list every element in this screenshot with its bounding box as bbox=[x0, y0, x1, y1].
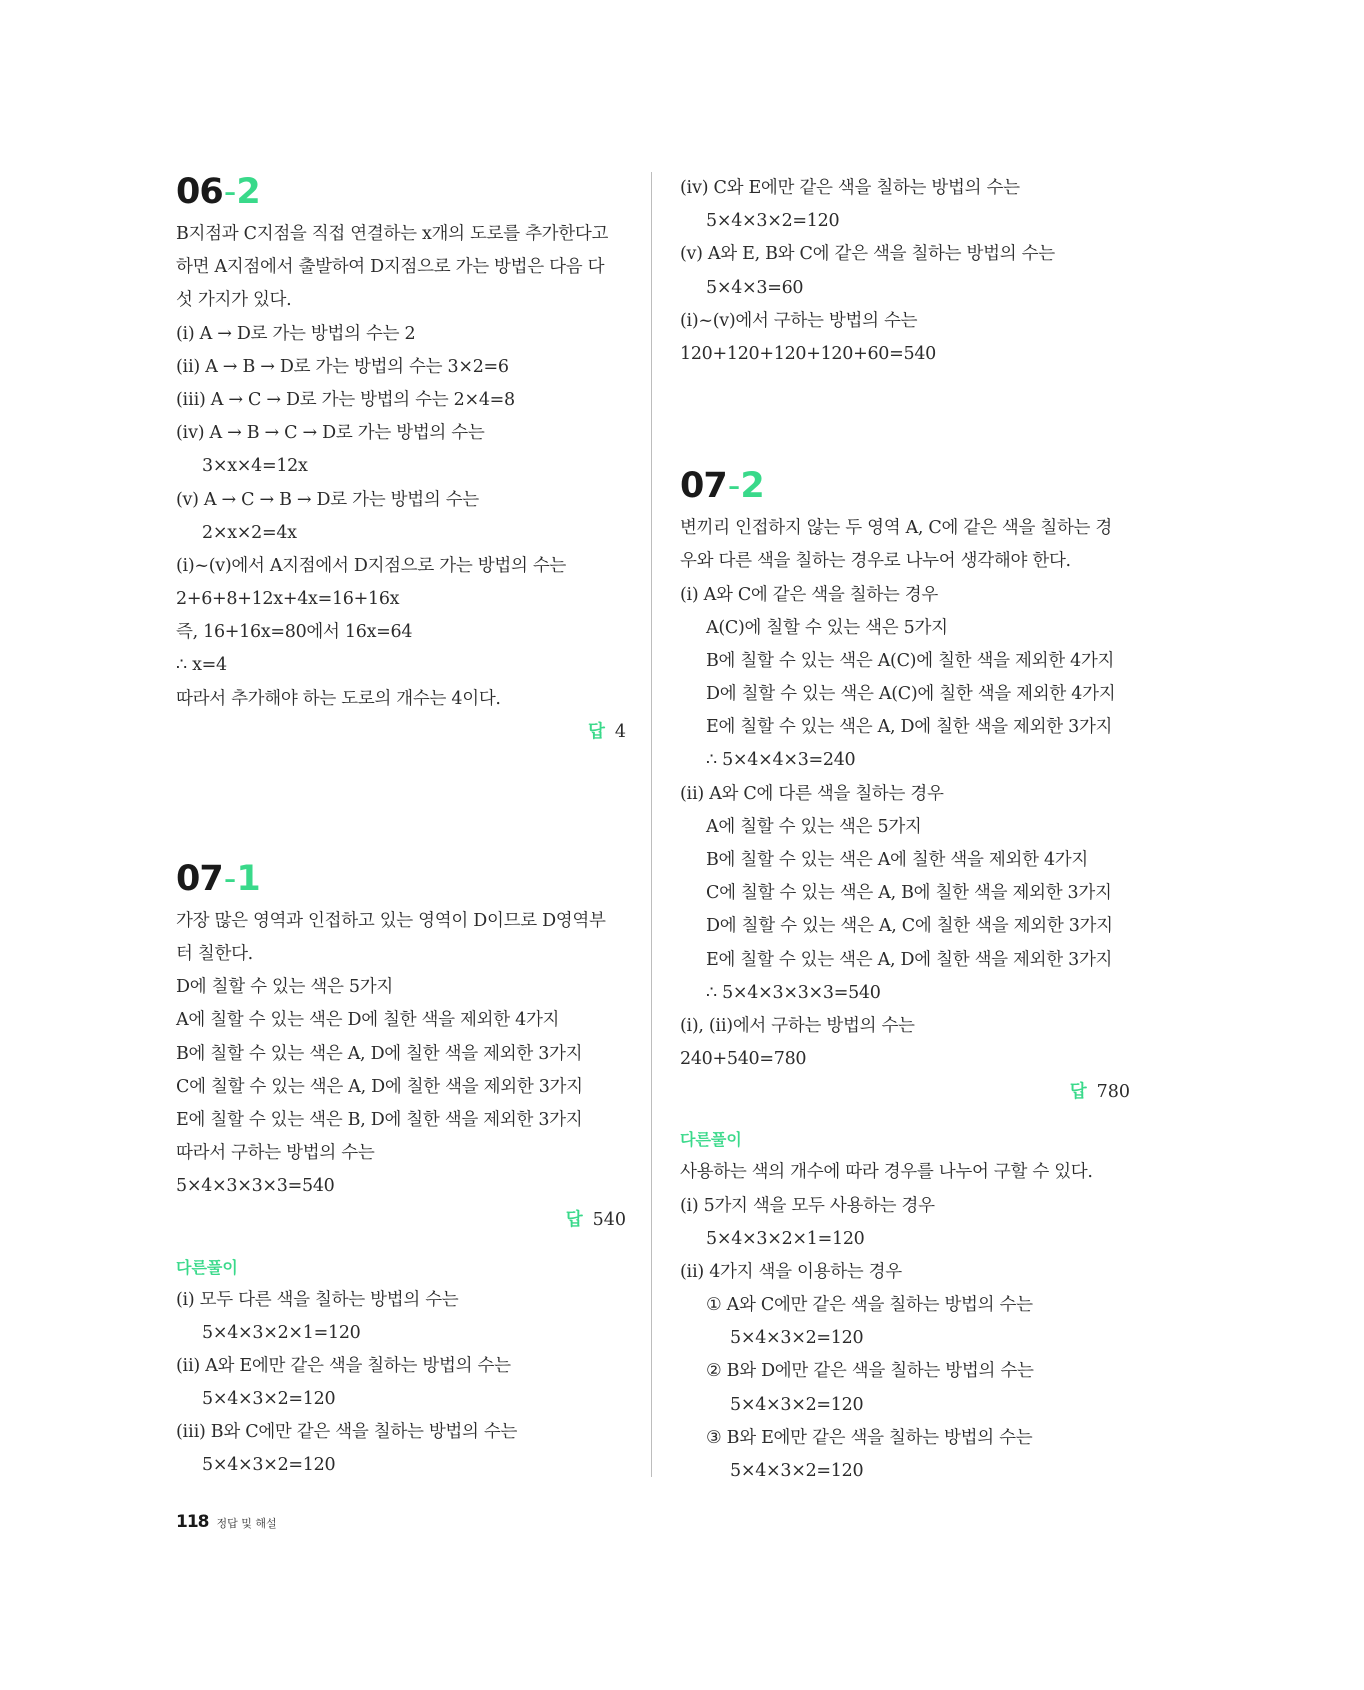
alternative-solution-label: 다른풀이 bbox=[176, 1257, 238, 1277]
solution-line: D에 칠할 수 있는 색은 A, C에 칠한 색을 제외한 3가지 bbox=[706, 916, 1113, 937]
answer bbox=[680, 1076, 1130, 1109]
problem-number bbox=[176, 172, 626, 212]
section-06-2 bbox=[176, 172, 626, 749]
answer bbox=[176, 716, 626, 749]
solution-line: 우와 다른 색을 칠하는 경우로 나누어 생각해야 한다. bbox=[680, 551, 1071, 572]
solution-line: D에 칠할 수 있는 색은 A(C)에 칠한 색을 제외한 4가지 bbox=[706, 684, 1116, 705]
solution-line: 2×x×2=4x bbox=[202, 522, 297, 543]
solution-line: C에 칠할 수 있는 색은 A, D에 칠한 색을 제외한 3가지 bbox=[176, 1076, 583, 1097]
answer-value: 540 bbox=[592, 1209, 626, 1230]
problem-sub-number: 2 bbox=[740, 466, 764, 507]
solution-line: E에 칠할 수 있는 색은 A, D에 칠한 색을 제외한 3가지 bbox=[706, 717, 1113, 738]
alt-solution-line: ① A와 C에만 같은 색을 칠하는 방법의 수는 bbox=[706, 1295, 1033, 1316]
solution-line: 터 칠한다. bbox=[176, 944, 253, 964]
alt-solution-line: 5×4×3=60 bbox=[706, 277, 804, 298]
problem-separator: - bbox=[223, 858, 236, 899]
problem-sub-number: 1 bbox=[236, 858, 260, 899]
page-number: 118 bbox=[176, 1512, 209, 1532]
solution-line: (ⅰ), (ⅱ)에서 구하는 방법의 수는 bbox=[680, 1015, 915, 1036]
solution-line: 따라서 추가해야 하는 도로의 개수는 4이다. bbox=[176, 688, 501, 709]
solution-line: 가장 많은 영역과 인접하고 있는 영역이 D이므로 D영역부 bbox=[176, 910, 606, 931]
alt-solution-line: 5×4×3×2=120 bbox=[202, 1389, 336, 1410]
alternative-solution-label: 다른풀이 bbox=[680, 1130, 742, 1150]
solution-line: B에 칠할 수 있는 색은 A, D에 칠한 색을 제외한 3가지 bbox=[176, 1043, 583, 1064]
solution-line: 5×4×3×3×3=540 bbox=[176, 1176, 335, 1197]
solution-line: (ⅳ) A → B → C → D로 가는 방법의 수는 bbox=[176, 423, 485, 444]
alt-solution-line: (ⅳ) C와 E에만 같은 색을 칠하는 방법의 수는 bbox=[680, 178, 1020, 198]
page-footer bbox=[176, 1512, 277, 1532]
section-07-1-continued bbox=[680, 172, 1130, 371]
solution-line: ∴ 5×4×3×3×3=540 bbox=[706, 982, 881, 1003]
problem-number bbox=[176, 859, 626, 899]
alt-solution-line: 5×4×3×2=120 bbox=[730, 1328, 864, 1349]
alt-solution-line: (ⅰ) 모두 다른 색을 칠하는 방법의 수는 bbox=[176, 1289, 459, 1310]
alt-solution-line: 5×4×3×2=120 bbox=[730, 1461, 864, 1481]
solution-line: (ⅰ)~(ⅴ)에서 A지점에서 D지점으로 가는 방법의 수는 bbox=[176, 555, 567, 576]
answer-label: 답 bbox=[565, 1209, 583, 1230]
alt-solution-line: 5×4×3×2=120 bbox=[202, 1455, 336, 1476]
alt-solution-line: (ⅰ)~(ⅴ)에서 구하는 방법의 수는 bbox=[680, 310, 918, 331]
answer-value: 4 bbox=[614, 721, 626, 742]
solution-line: ∴ 5×4×4×3=240 bbox=[706, 750, 856, 771]
alt-solution-line: 5×4×3×2=120 bbox=[706, 211, 840, 232]
problem-sub-number: 2 bbox=[236, 172, 260, 212]
solution-line: 2+6+8+12x+4x=16+16x bbox=[176, 589, 400, 610]
alt-solution-line: ② B와 D에만 같은 색을 칠하는 방법의 수는 bbox=[706, 1361, 1034, 1382]
solution-line: (ⅰ) A와 C에 같은 색을 칠하는 경우 bbox=[680, 584, 939, 605]
solution-line: D에 칠할 수 있는 색은 5가지 bbox=[176, 977, 393, 998]
problem-main-number: 06 bbox=[176, 172, 223, 212]
right-column bbox=[680, 172, 1130, 1488]
alt-solution-line: 5×4×3×2×1=120 bbox=[202, 1322, 361, 1343]
answer-value: 780 bbox=[1096, 1082, 1130, 1103]
solution-line: 즉, 16+16x=80에서 16x=64 bbox=[176, 622, 413, 643]
solution-line: 변끼리 인접하지 않는 두 영역 A, C에 같은 색을 칠하는 경 bbox=[680, 518, 1113, 539]
problem-separator: - bbox=[727, 466, 740, 507]
solution-line: 240+540=780 bbox=[680, 1049, 807, 1070]
alt-solution-line: 사용하는 색의 개수에 따라 경우를 나누어 구할 수 있다. bbox=[680, 1162, 1093, 1183]
problem-main-number: 07 bbox=[680, 466, 727, 507]
problem-number bbox=[680, 466, 1130, 506]
solution-line: B에 칠할 수 있는 색은 A에 칠한 색을 제외한 4가지 bbox=[706, 850, 1088, 870]
solution-line: A에 칠할 수 있는 색은 D에 칠한 색을 제외한 4가지 bbox=[176, 1010, 560, 1031]
alt-solution-line: (ⅱ) 4가지 색을 이용하는 경우 bbox=[680, 1261, 902, 1282]
solution-line: (ⅱ) A와 C에 다른 색을 칠하는 경우 bbox=[680, 783, 944, 804]
solution-line: (ⅲ) A → C → D로 가는 방법의 수는 2×4=8 bbox=[176, 389, 515, 410]
section-07-1 bbox=[176, 859, 626, 1483]
page-title: 정답 및 해설 bbox=[216, 1517, 277, 1530]
column-divider bbox=[651, 172, 652, 1477]
problem-main-number: 07 bbox=[176, 858, 223, 899]
solution-line: E에 칠할 수 있는 색은 A, D에 칠한 색을 제외한 3가지 bbox=[706, 949, 1113, 970]
problem-separator: - bbox=[223, 172, 236, 212]
alt-solution-line: 120+120+120+120+60=540 bbox=[680, 343, 936, 364]
answer-label: 답 bbox=[1069, 1082, 1087, 1103]
solution-line: 하면 A지점에서 출발하여 D지점으로 가는 방법은 다음 다 bbox=[176, 257, 605, 278]
solution-line: E에 칠할 수 있는 색은 B, D에 칠한 색을 제외한 3가지 bbox=[176, 1109, 583, 1130]
answer bbox=[176, 1204, 626, 1237]
solution-line: B지점과 C지점을 직접 연결하는 x개의 도로를 추가한다고 bbox=[176, 224, 609, 244]
solution-line: A(C)에 칠할 수 있는 색은 5가지 bbox=[706, 617, 948, 638]
alt-solution-line: 5×4×3×2=120 bbox=[730, 1394, 864, 1415]
solution-line: ∴ x=4 bbox=[176, 655, 227, 676]
section-07-2 bbox=[680, 466, 1130, 1488]
solution-line: 3×x×4=12x bbox=[202, 456, 308, 477]
alt-solution-line: (ⅱ) A와 E에만 같은 색을 칠하는 방법의 수는 bbox=[176, 1355, 511, 1376]
answer-label: 답 bbox=[587, 721, 605, 742]
alt-solution-line: ③ B와 E에만 같은 색을 칠하는 방법의 수는 bbox=[706, 1427, 1033, 1448]
alt-solution-line: (ⅴ) A와 E, B와 C에 같은 색을 칠하는 방법의 수는 bbox=[680, 244, 1055, 265]
solution-line: B에 칠할 수 있는 색은 A(C)에 칠한 색을 제외한 4가지 bbox=[706, 650, 1115, 671]
alt-solution-line: (ⅲ) B와 C에만 같은 색을 칠하는 방법의 수는 bbox=[176, 1422, 518, 1443]
left-column bbox=[176, 172, 626, 1483]
solution-line: C에 칠할 수 있는 색은 A, B에 칠한 색을 제외한 3가지 bbox=[706, 883, 1112, 904]
solution-line: (ⅴ) A → C → B → D로 가는 방법의 수는 bbox=[176, 489, 479, 510]
solution-line: A에 칠할 수 있는 색은 5가지 bbox=[706, 816, 922, 837]
solution-line: (ⅱ) A → B → D로 가는 방법의 수는 3×2=6 bbox=[176, 356, 509, 377]
alt-solution-line: 5×4×3×2×1=120 bbox=[706, 1228, 865, 1249]
solution-line: 섯 가지가 있다. bbox=[176, 290, 292, 311]
solution-line: 따라서 구하는 방법의 수는 bbox=[176, 1143, 375, 1164]
alt-solution-line: (ⅰ) 5가지 색을 모두 사용하는 경우 bbox=[680, 1195, 935, 1216]
solution-line: (ⅰ) A → D로 가는 방법의 수는 2 bbox=[176, 323, 416, 344]
